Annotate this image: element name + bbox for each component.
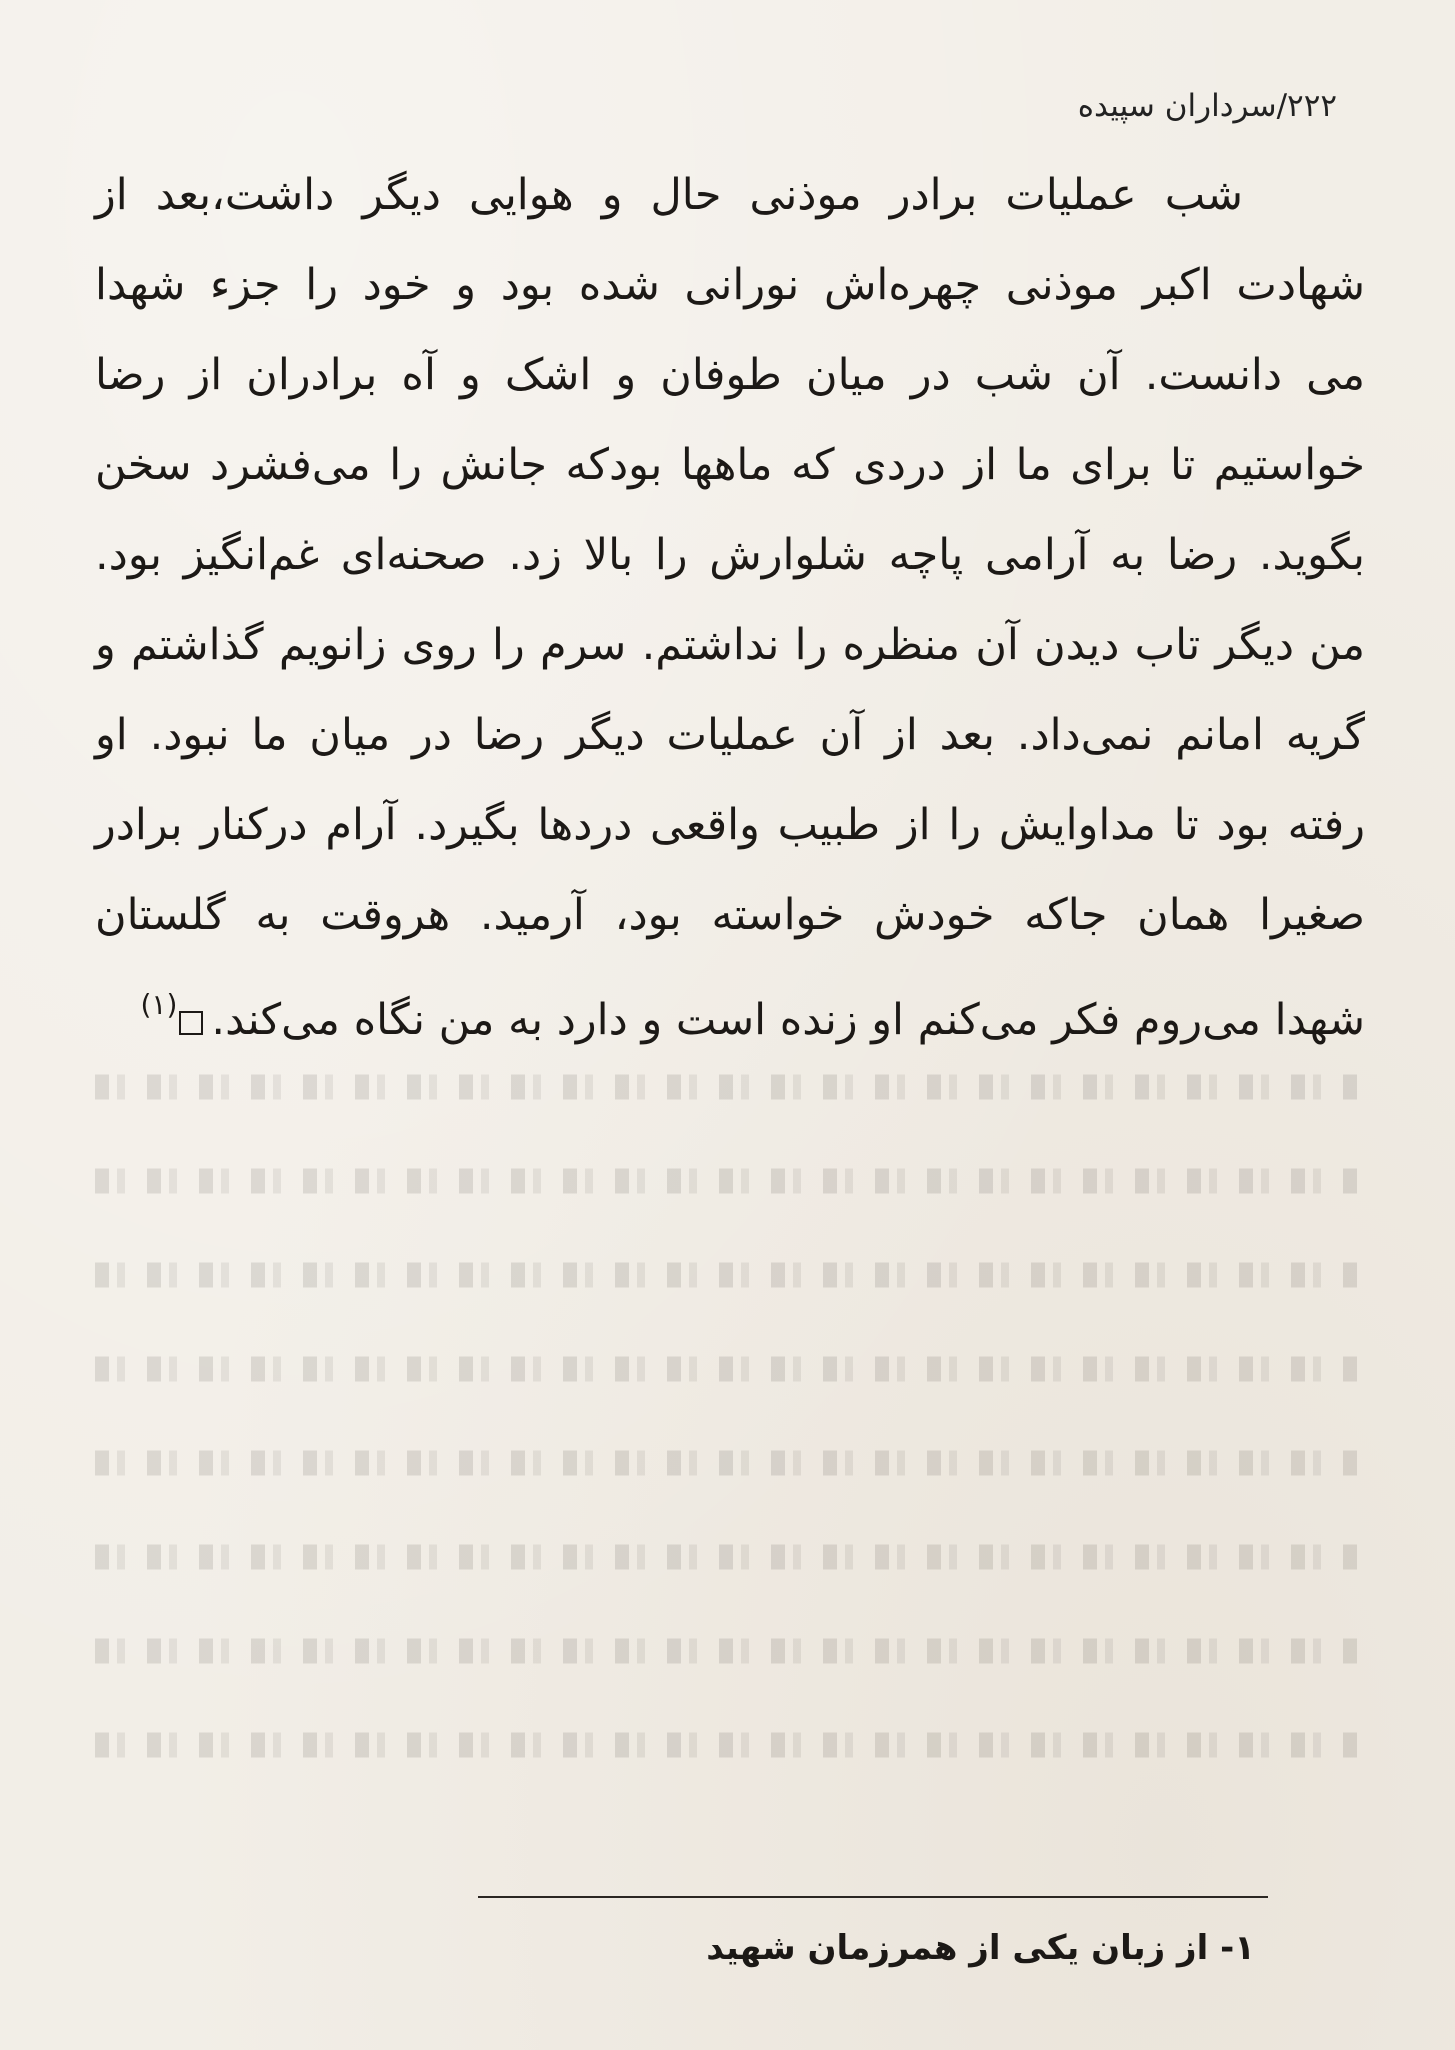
footnote-text: ۱- از زبان یکی از همرزمان شهید — [706, 1928, 1255, 1968]
paragraph-line-1: شب عملیات برادر موذنی حال و هوایی دیگر داشت،بعد از — [95, 170, 1243, 220]
footnote-divider — [478, 1896, 1268, 1898]
paragraph-line-3: می دانست. آن شب در میان طوفان و اشک و آه برادران از رضا — [95, 350, 1365, 400]
paragraph-line-5: بگوید. رضا به آرامی پاچه شلوارش را بالا زد. صحنه‌ای غم‌انگیز بود. — [95, 530, 1365, 580]
footnote-reference: (۱) — [140, 988, 178, 1021]
end-of-text-square-icon — [179, 1011, 203, 1035]
show-through-text-from-reverse-page — [95, 1035, 1365, 1915]
paragraph-line-2: شهادت اکبر موذنی چهره‌اش نورانی شده بود و خود را جزء شهدا — [95, 260, 1365, 310]
paragraph-line-10 — [95, 960, 1365, 1050]
paragraph-line-4: خواستیم تا برای ما از دردی که ماهها بودکه جانش را می‌فشرد سخن — [95, 440, 1365, 490]
paragraph-line-9: صغیرا همان جاکه خودش خواسته بود، آرمید. هروقت به گلستان — [95, 890, 1365, 940]
paragraph-line-6: من دیگر تاب دیدن آن منظره را نداشتم. سرم را روی زانویم گذاشتم و — [95, 620, 1365, 670]
paragraph-line-8: رفته بود تا مداوایش را از طبیب واقعی دردها بگیرد. آرام درکنار برادر — [95, 800, 1365, 850]
page-header: ۲۲۲/سرداران سپیده — [1077, 88, 1337, 124]
paragraph-line-10-text: شهدا می‌روم فکر می‌کنم او زنده است و دارد به من نگاه می‌کند. — [211, 995, 1365, 1045]
paragraph-line-7: گریه امانم نمی‌داد. بعد از آن عملیات دیگر رضا در میان ما نبود. او — [95, 710, 1365, 760]
main-paragraph — [95, 150, 1365, 1050]
